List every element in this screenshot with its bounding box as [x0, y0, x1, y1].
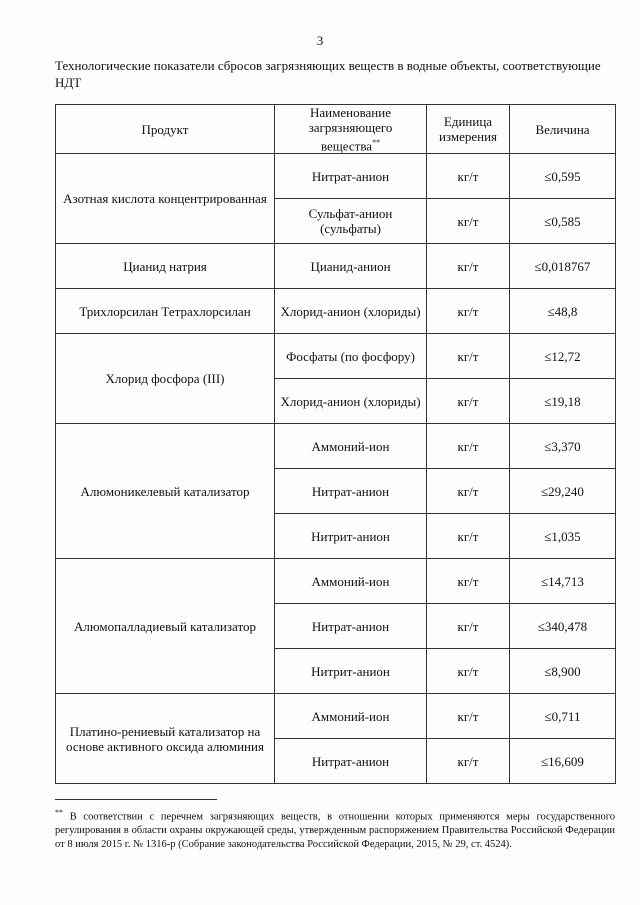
unit-cell: кг/т: [427, 289, 510, 334]
header-value: Величина: [510, 105, 616, 154]
unit-cell: кг/т: [427, 604, 510, 649]
footnote-reference-mark: **: [372, 138, 381, 147]
value-cell: ≤29,240: [510, 469, 616, 514]
unit-cell: кг/т: [427, 514, 510, 559]
substance-cell: Сульфат-анион (сульфаты): [275, 199, 427, 244]
value-cell: ≤16,609: [510, 739, 616, 784]
substance-cell: Нитрат-анион: [275, 604, 427, 649]
table-row: [56, 244, 616, 289]
substance-cell: Фосфаты (по фосфору): [275, 334, 427, 379]
value-cell: ≤0,595: [510, 154, 616, 199]
document-title: Технологические показатели сбросов загрязняющих веществ в водные объекты, соответствующие НДТ: [55, 58, 601, 90]
product-cell: Алюмопалладиевый катализатор: [56, 559, 275, 694]
unit-cell: кг/т: [427, 649, 510, 694]
header-unit: Единица измерения: [427, 105, 510, 154]
substance-cell: Нитрит-анион: [275, 514, 427, 559]
value-cell: ≤1,035: [510, 514, 616, 559]
substance-cell: Нитрат-анион: [275, 739, 427, 784]
value-cell: ≤340,478: [510, 604, 616, 649]
substance-cell: Аммоний-ион: [275, 694, 427, 739]
value-cell: ≤0,711: [510, 694, 616, 739]
product-cell: Трихлорсилан Тетрахлорсилан: [56, 289, 275, 334]
value-cell: ≤14,713: [510, 559, 616, 604]
footnote-separator: [55, 799, 217, 800]
value-cell: ≤48,8: [510, 289, 616, 334]
value-cell: ≤0,018767: [510, 244, 616, 289]
value-cell: ≤0,585: [510, 199, 616, 244]
unit-cell: кг/т: [427, 334, 510, 379]
unit-cell: кг/т: [427, 154, 510, 199]
substance-cell: Нитрат-анион: [275, 154, 427, 199]
unit-cell: кг/т: [427, 469, 510, 514]
table-row: [56, 424, 616, 469]
table-row: [56, 694, 616, 739]
unit-cell: кг/т: [427, 424, 510, 469]
product-cell: Платино-рениевый катализатор на основе активного оксида алюминия: [56, 694, 275, 784]
unit-cell: кг/т: [427, 199, 510, 244]
value-cell: ≤19,18: [510, 379, 616, 424]
footnote-mark: **: [55, 808, 63, 817]
value-cell: ≤12,72: [510, 334, 616, 379]
header-substance: [275, 105, 427, 154]
header-substance-label: Наименование загрязняющего вещества: [308, 105, 393, 154]
table-row: [56, 334, 616, 379]
substance-cell: Аммоний-ион: [275, 559, 427, 604]
unit-cell: кг/т: [427, 379, 510, 424]
product-cell: Хлорид фосфора (III): [56, 334, 275, 424]
table-header-row: [56, 105, 616, 154]
unit-cell: кг/т: [427, 559, 510, 604]
discharge-indicators-table: [55, 104, 616, 784]
table-row: [56, 559, 616, 604]
substance-cell: Хлорид-анион (хлориды): [275, 379, 427, 424]
footnote: [55, 806, 615, 851]
value-cell: ≤3,370: [510, 424, 616, 469]
unit-cell: кг/т: [427, 244, 510, 289]
unit-cell: кг/т: [427, 739, 510, 784]
footnote-text: В соответствии с перечнем загрязняющих веществ, в отношении которых применяются меры государственного регулирования в области охраны окружающей среды, утвержденным распоряжением Правительства Российской Федерации от 8 июля 2015 г. № 1316-р (Собрание законодательства Российской Федерации, 2015, № 29, ст. 4524).: [55, 811, 616, 850]
page-number: 3: [316, 33, 324, 48]
table-row: [56, 289, 616, 334]
product-cell: Азотная кислота концентрированная: [56, 154, 275, 244]
substance-cell: Цианид-анион: [275, 244, 427, 289]
table-row: [56, 154, 616, 199]
substance-cell: Нитрат-анион: [275, 469, 427, 514]
value-cell: ≤8,900: [510, 649, 616, 694]
product-cell: Алюмоникелевый катализатор: [56, 424, 275, 559]
table-body: [56, 154, 616, 784]
substance-cell: Нитрит-анион: [275, 649, 427, 694]
substance-cell: Аммоний-ион: [275, 424, 427, 469]
header-product: Продукт: [56, 105, 275, 154]
unit-cell: кг/т: [427, 694, 510, 739]
product-cell: Цианид натрия: [56, 244, 275, 289]
substance-cell: Хлорид-анион (хлориды): [275, 289, 427, 334]
